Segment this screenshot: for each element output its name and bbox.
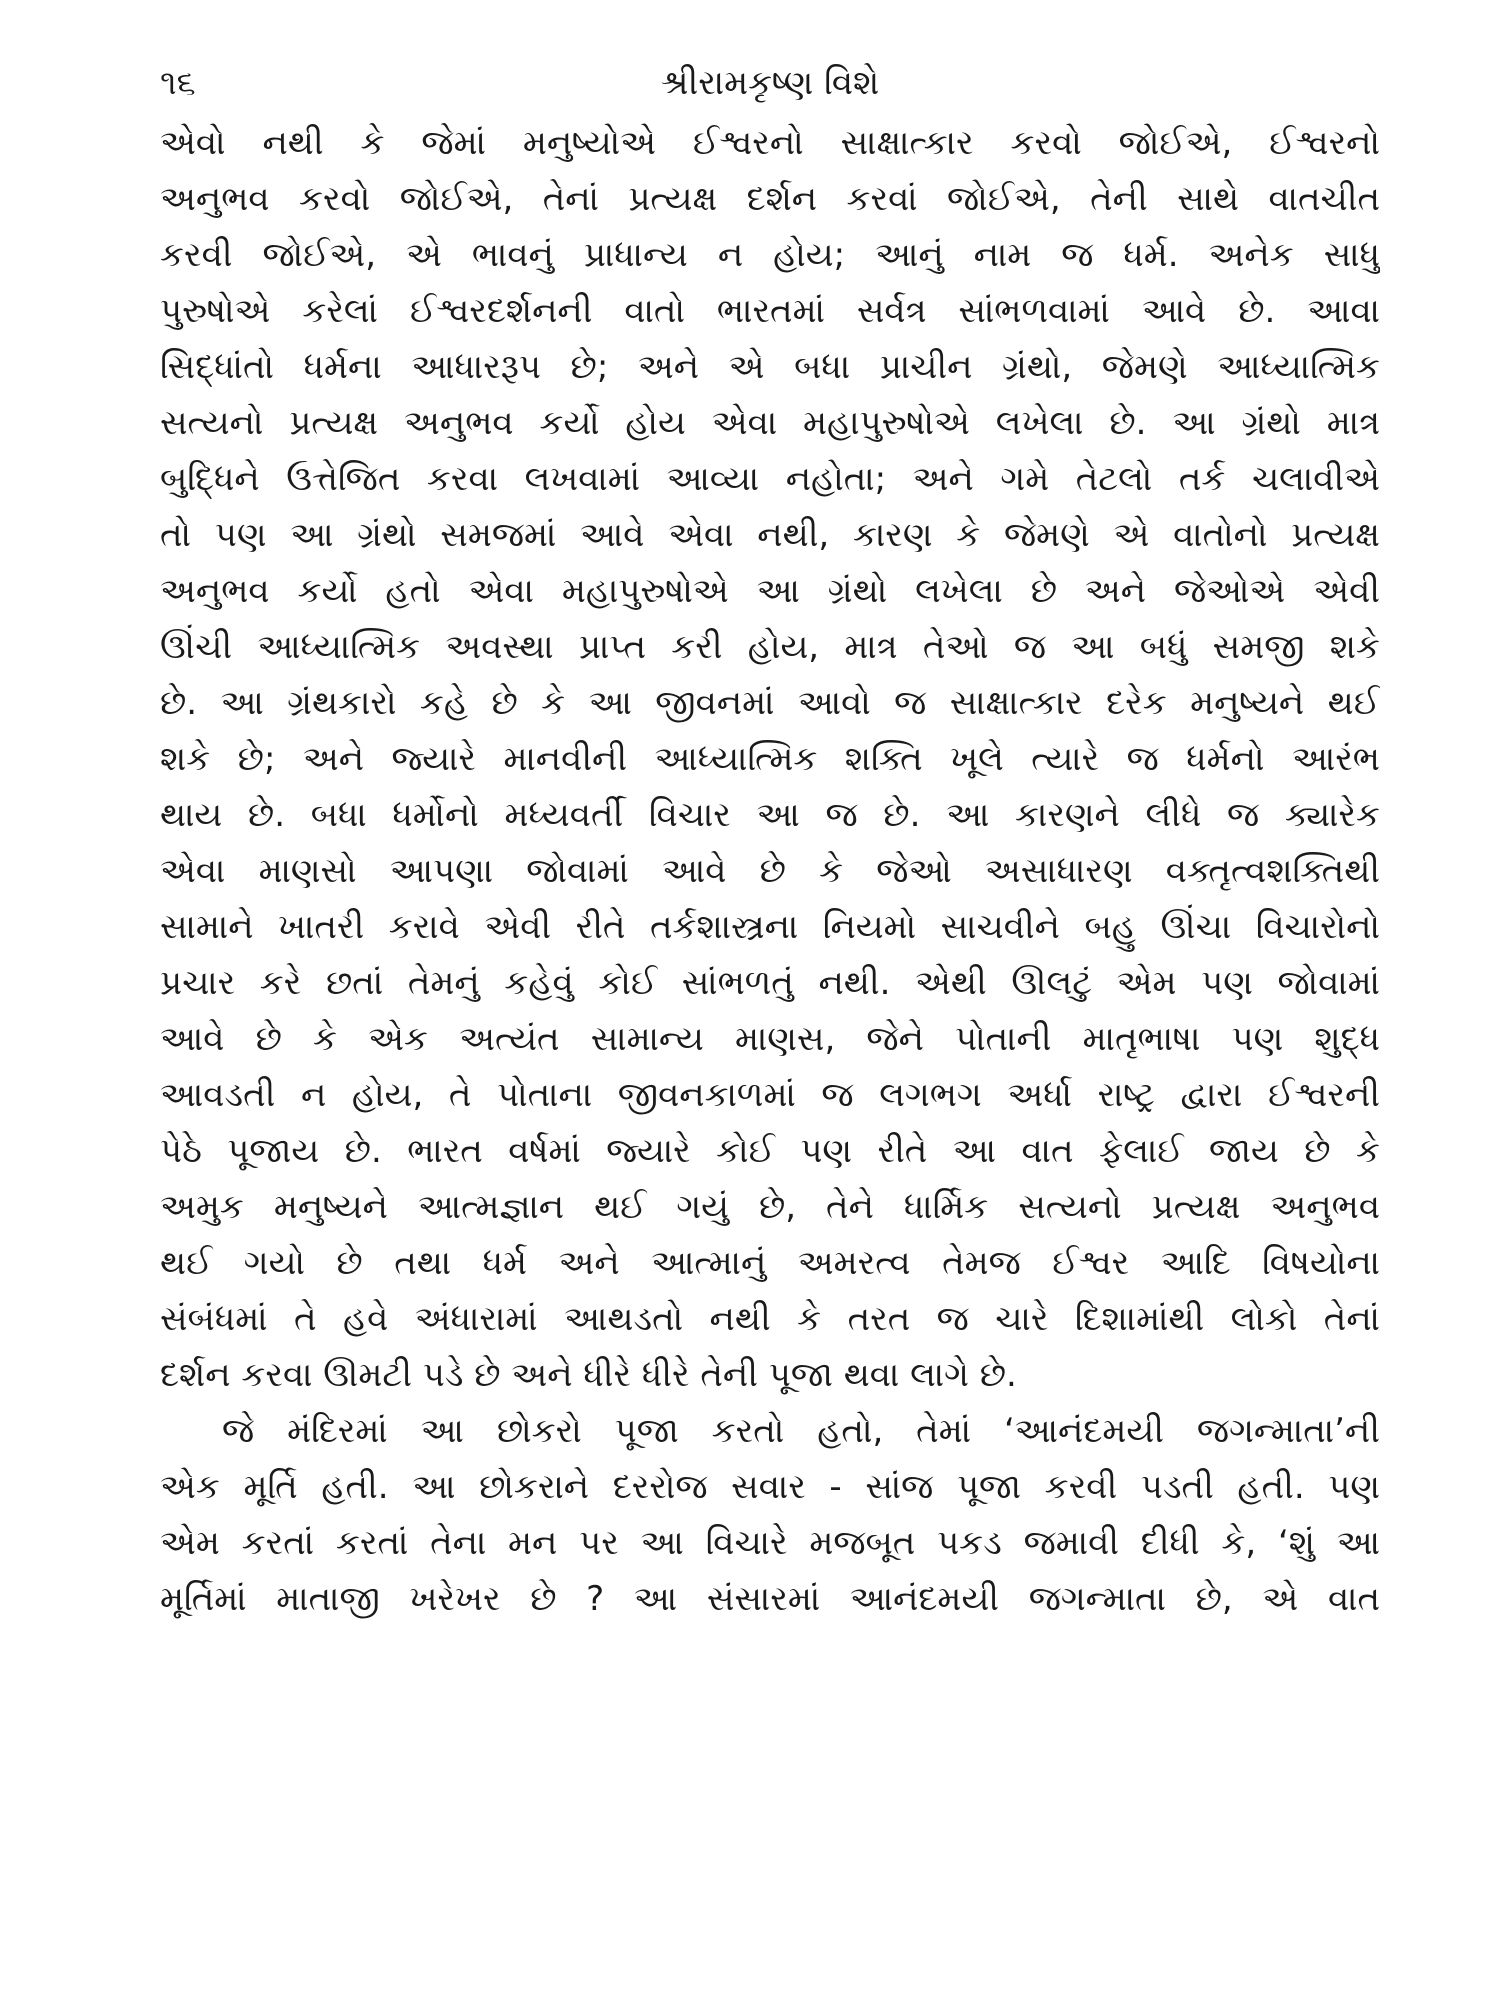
body-text: [160, 115, 1380, 1627]
paragraph-end-line: દર્શન કરવા ઊમટી પડે છે અને ધીરે ધીરે તેની પૂજા થવા લાગે છે.: [160, 1355, 1017, 1395]
text-line: મૂર્તિમાં માતાજી ખરેખર છે ? આ સંસારમાં આનંદમયી જગન્માતા છે, એ વાત: [160, 1579, 1380, 1619]
text-line: પુરુષોએ કરેલાં ઈશ્વરદર્શનની વાતો ભારતમાં સર્વત્ર સાંભળવામાં આવે છે. આવા: [160, 291, 1380, 331]
text-line: એમ કરતાં કરતાં તેના મન પર આ વિચારે મજબૂત પકડ જમાવી દીધી કે, ‘શું આ: [160, 1523, 1380, 1563]
running-title: શ્રીરામકૃષ્ણ વિશે: [660, 63, 880, 103]
text-line: સંબંધમાં તે હવે અંધારામાં આથડતો નથી કે તરત જ ચારે દિશામાંથી લોકો તેનાં: [160, 1299, 1380, 1339]
text-line: સામાને ખાતરી કરાવે એવી રીતે તર્કશાસ્ત્રના નિયમો સાચવીને બહુ ઊંચા વિચારોનો: [160, 907, 1380, 947]
text-line: એવા માણસો આપણા જોવામાં આવે છે કે જેઓ અસાધારણ વક્તૃત્વશક્તિથી: [160, 851, 1380, 891]
text-line: એક મૂર્તિ હતી. આ છોકરાને દરરોજ સવાર - સાંજ પૂજા કરવી પડતી હતી. પણ: [160, 1467, 1380, 1507]
text-line: અનુભવ કર્યો હતો એવા મહાપુરુષોએ આ ગ્રંથો લખેલા છે અને જેઓએ એવી: [160, 571, 1380, 611]
text-line: એવો નથી કે જેમાં મનુષ્યોએ ઈશ્વરનો સાક્ષાત્કાર કરવો જોઈએ, ઈશ્વરનો: [160, 123, 1380, 163]
text-line: તો પણ આ ગ્રંથો સમજમાં આવે એવા નથી, કારણ કે જેમણે એ વાતોનો પ્રત્યક્ષ: [160, 515, 1380, 555]
page-number: ૧૬: [160, 63, 196, 103]
text-line: અનુભવ કરવો જોઈએ, તેનાં પ્રત્યક્ષ દર્શન કરવાં જોઈએ, તેની સાથે વાતચીત: [160, 179, 1380, 219]
text-line: થાય છે. બધા ધર્મોનો મધ્યવર્તી વિચાર આ જ છે. આ કારણને લીધે જ ક્યારેક: [160, 795, 1380, 835]
text-line: સત્યનો પ્રત્યક્ષ અનુભવ કર્યો હોય એવા મહાપુરુષોએ લખેલા છે. આ ગ્રંથો માત્ર: [160, 403, 1380, 443]
text-line: કરવી જોઈએ, એ ભાવનું પ્રાધાન્ય ન હોય; આનું નામ જ ધર્મ. અનેક સાધુ: [160, 235, 1380, 275]
text-line: ઊંચી આધ્યાત્મિક અવસ્થા પ્રાપ્ત કરી હોય, માત્ર તેઓ જ આ બધું સમજી શકે: [160, 627, 1380, 667]
page-header: [160, 58, 1380, 108]
text-line: આવે છે કે એક અત્યંત સામાન્ય માણસ, જેને પોતાની માતૃભાષા પણ શુદ્ધ: [160, 1019, 1380, 1059]
paragraph-start-line: જે મંદિરમાં આ છોકરો પૂજા કરતો હતો, તેમાં ‘આનંદમયી જગન્માતા’ની: [222, 1411, 1380, 1451]
text-line: સિદ્ધાંતો ધર્મના આધારરૂપ છે; અને એ બધા પ્રાચીન ગ્રંથો, જેમણે આધ્યાત્મિક: [160, 347, 1380, 387]
text-line: અમુક મનુષ્યને આત્મજ્ઞાન થઈ ગયું છે, તેને ધાર્મિક સત્યનો પ્રત્યક્ષ અનુભવ: [160, 1187, 1380, 1227]
text-line: આવડતી ન હોય, તે પોતાના જીવનકાળમાં જ લગભગ અર્ધા રાષ્ટ્ર દ્વારા ઈશ્વરની: [160, 1075, 1380, 1115]
text-line: છે. આ ગ્રંથકારો કહે છે કે આ જીવનમાં આવો જ સાક્ષાત્કાર દરેક મનુષ્યને થઈ: [160, 683, 1380, 723]
text-line: થઈ ગયો છે તથા ધર્મ અને આત્માનું અમરત્વ તેમજ ઈશ્વર આદિ વિષયોના: [160, 1243, 1380, 1283]
text-line: પેઠે પૂજાય છે. ભારત વર્ષમાં જ્યારે કોઈ પણ રીતે આ વાત ફેલાઈ જાય છે કે: [160, 1131, 1380, 1171]
text-line: પ્રચાર કરે છતાં તેમનું કહેવું કોઈ સાંભળતું નથી. એથી ઊલટું એમ પણ જોવામાં: [160, 963, 1380, 1003]
text-line: બુદ્ધિને ઉત્તેજિત કરવા લખવામાં આવ્યા નહોતા; અને ગમે તેટલો તર્ક ચલાવીએ: [160, 459, 1380, 499]
text-line: શકે છે; અને જ્યારે માનવીની આધ્યાત્મિક શક્તિ ખૂલે ત્યારે જ ધર્મનો આરંભ: [160, 739, 1380, 779]
